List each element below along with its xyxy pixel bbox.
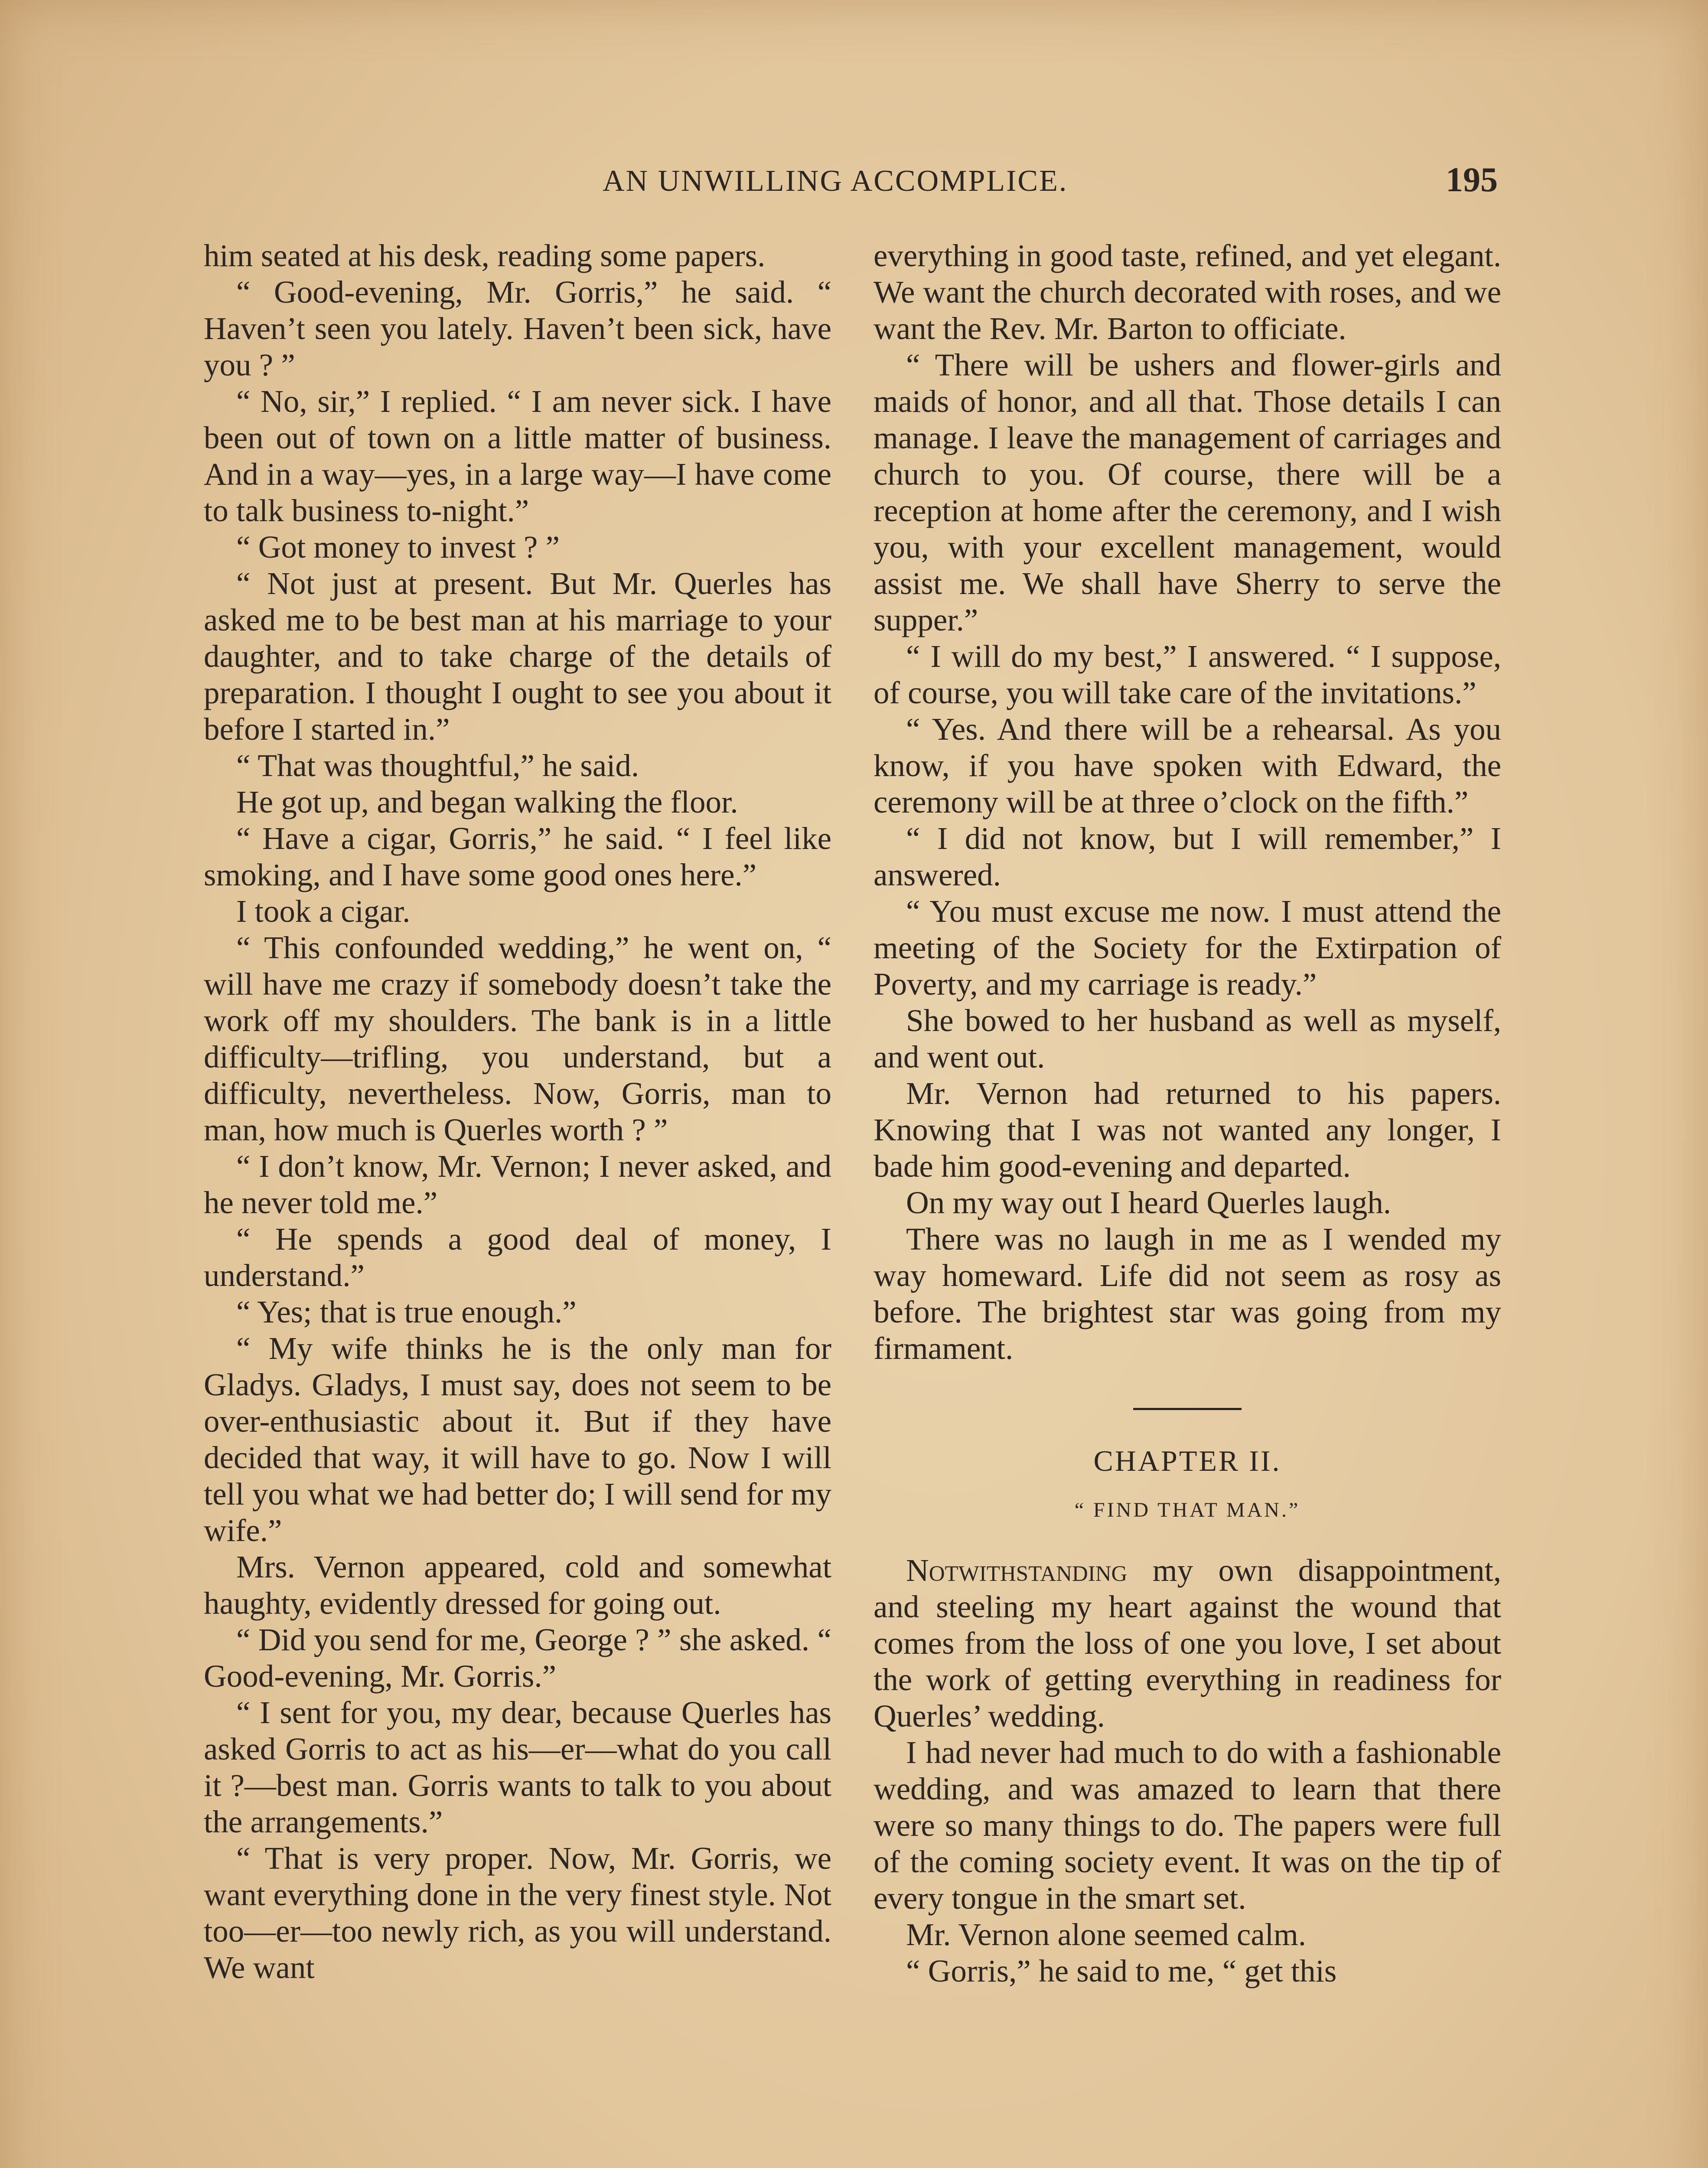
paragraph: him seated at his desk, reading some papers.: [204, 238, 766, 273]
paragraph: There was no laugh in me as I wended my way homeward. Life did not seem as rosy as before. The brightest star was going from my firmament.: [874, 1221, 1501, 1366]
paragraph: “ I don’t know, Mr. Vernon; I never asked, and he never told me.”: [204, 1149, 831, 1220]
paragraph: “ Not just at present. But Mr. Querles has asked me to be best man at his marriage to your daughter, and to take charge of the details of preparation. I thought I ought to see you about it before I started in.”: [204, 566, 831, 747]
paragraph: “ That was thoughtful,” he said.: [236, 748, 639, 783]
paragraph: On my way out I heard Querles laugh.: [906, 1185, 1392, 1220]
paragraph: “ Got money to invest ? ”: [236, 529, 560, 565]
paragraph: “ I did not know, but I will remember,” I answered.: [874, 821, 1501, 892]
paragraph: “ Have a cigar, Gorris,” he said. “ I feel like smoking, and I have some good ones here.”: [204, 821, 831, 892]
paragraph: I had never had much to do with a fashionable wedding, and was amazed to learn that there were so many things to do. The papers were full of the coming society event. It was on the tip of every tongue in the smart set.: [874, 1735, 1501, 1916]
paragraph: “ There will be ushers and flower-girls and maids of honor, and all that. Those details I can manage. I leave the management of carriages and church to you. Of course, there will be a reception at home after the ceremony, and I wish you, with your excellent management, would assist me. We shall have Sherry to serve the supper.”: [874, 347, 1501, 637]
paragraph: “ He spends a good deal of money, I understand.”: [204, 1221, 831, 1293]
paragraph: “ Yes; that is true enough.”: [236, 1294, 577, 1329]
chapter-divider: [1133, 1408, 1242, 1410]
paragraph: “ This confounded wedding,” he went on, “ will have me crazy if somebody doesn’t take the work off my shoulders. The bank is in a little difficulty—trifling, you understand, but a difficulty, nevertheless. Now, Gorris, man to man, how much is Querles worth ? ”: [204, 930, 831, 1147]
paragraph: “ I will do my best,” I answered. “ I suppose, of course, you will take care of the invitations.”: [874, 639, 1501, 710]
paragraph: “ No, sir,” I replied. “ I am never sick. I have been out of town on a little matter of business. And in a way—yes, in a large way—I have come to talk business to-night.”: [204, 384, 831, 528]
paragraph: “ That is very proper. Now, Mr. Gorris, we want everything done in the very finest style. Not too—er—too newly rich, as you will understand. We want: [204, 1841, 831, 1985]
paragraph: “ You must excuse me now. I must attend the meeting of the Society for the Extirpation of Poverty, and my carriage is ready.”: [874, 894, 1501, 1002]
page-number: 195: [1446, 161, 1498, 199]
paragraph: Mrs. Vernon appeared, cold and somewhat haughty, evidently dressed for going out.: [204, 1549, 831, 1621]
paragraph: “ Did you send for me, George ? ” she asked. “ Good-evening, Mr. Gorris.”: [204, 1622, 831, 1694]
chapter-title: CHAPTER II.: [1093, 1444, 1281, 1477]
paragraph: She bowed to her husband as well as myself, and went out.: [874, 1003, 1501, 1074]
running-title: AN UNWILLING ACCOMPLICE.: [603, 164, 1068, 198]
paragraph: “ My wife thinks he is the only man for Gladys. Gladys, I must say, does not seem to be over-enthusiastic about it. But if they have decided that way, it will have to go. Now I will tell you what we had better do; I will send for my wife.”: [204, 1331, 831, 1548]
paragraph: I took a cigar.: [236, 894, 411, 929]
paragraph: “ I sent for you, my dear, because Querles has asked Gorris to act as his—er—what do you call it ?—best man. Gorris wants to talk to you about the arrangements.”: [204, 1695, 831, 1839]
paragraph: Mr. Vernon had returned to his papers. Knowing that I was not wanted any longer, I bade him good-evening and departed.: [874, 1076, 1501, 1184]
opening-small-caps: Notwithstanding: [906, 1553, 1128, 1588]
left-column: [204, 238, 831, 1986]
paragraph: He got up, and began walking the floor.: [236, 784, 738, 820]
paragraph: “ Gorris,” he said to me, “ get this: [906, 1953, 1337, 1988]
paragraph: “ Good-evening, Mr. Gorris,” he said. “ Haven’t seen you lately. Haven’t been sick, have you ? ”: [204, 274, 831, 382]
opening-text: my own disappointment, and steeling my heart against the wound that comes from the loss of one you love, I set about the work of getting everything in readiness for Querles’ wedding.: [874, 1553, 1501, 1734]
right-column: [874, 238, 1501, 1989]
paragraph: “ Yes. And there will be a rehearsal. As you know, if you have spoken with Edward, the ceremony will be at three o’clock on the fifth.”: [874, 712, 1501, 820]
chapter-opening-paragraph: [874, 1552, 1501, 1734]
paragraph: Mr. Vernon alone seemed calm.: [906, 1917, 1307, 1952]
chapter-subtitle: “ FIND THAT MAN.”: [1074, 1499, 1301, 1522]
paragraph: everything in good taste, refined, and yet elegant. We want the church decorated with roses, and we want the Rev. Mr. Barton to officiate.: [874, 238, 1501, 346]
